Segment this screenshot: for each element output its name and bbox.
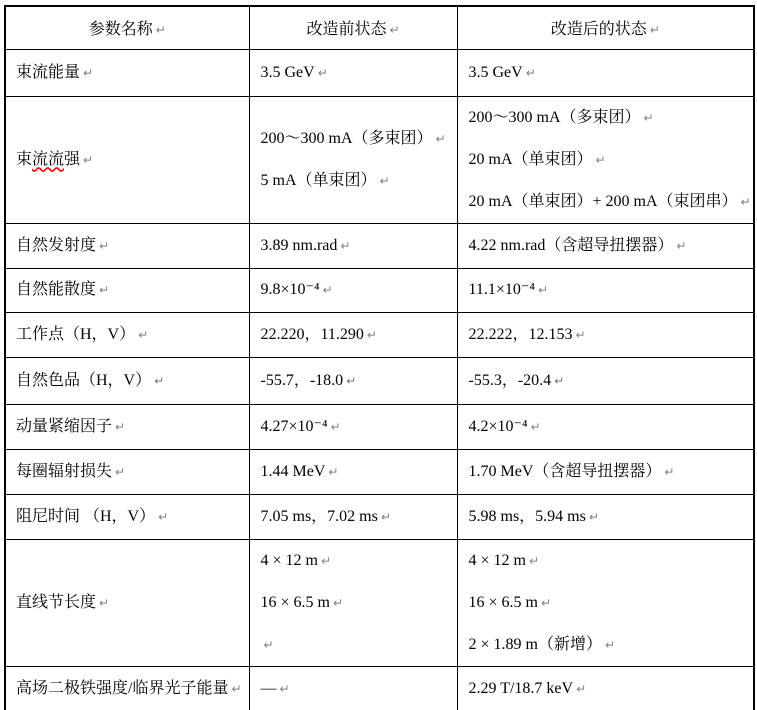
value-text: 5 mA（单束团） (260, 171, 377, 189)
value-text: 11.1×10⁻⁴ (468, 281, 535, 298)
before-value-cell (249, 223, 457, 268)
table-row (5, 404, 754, 449)
column-header-label: 参数名称 (88, 21, 153, 39)
paragraph-mark-icon: ↵ (155, 23, 166, 38)
value-text: 16 × 6.5 m (260, 593, 330, 611)
text-line (469, 668, 754, 710)
value-text: -55.7，-18.0 (260, 371, 344, 389)
text-line (16, 582, 249, 624)
before-value-cell (249, 449, 457, 494)
paragraph-mark-icon: ↵ (138, 327, 149, 342)
value-text: 2 × 1.89 m（新增） (468, 635, 602, 653)
text-line (16, 52, 249, 94)
paragraph-mark-icon: ↵ (115, 464, 126, 479)
paragraph-mark-icon: ↵ (379, 173, 390, 188)
value-text: 4.22 nm.rad（含超导扭摆器） (468, 236, 674, 254)
paragraph-mark-icon: ↵ (595, 152, 606, 167)
before-value-cell (249, 357, 457, 404)
paragraph-mark-icon: ↵ (263, 637, 274, 652)
before-value-cell (249, 539, 457, 666)
before-value-cell (249, 96, 457, 223)
paragraph-mark-icon: ↵ (576, 682, 587, 697)
paragraph-mark-icon: ↵ (330, 419, 341, 434)
table-row (5, 223, 754, 268)
before-value-cell (249, 312, 457, 357)
value-text: 3.89 nm.rad (260, 236, 338, 254)
text-line (469, 360, 754, 402)
text-line (261, 668, 457, 710)
paragraph-mark-icon: ↵ (83, 152, 94, 167)
paragraph-mark-icon: ↵ (154, 373, 165, 388)
param-text: 每圈辐射损失 (16, 462, 113, 480)
paragraph-mark-icon: ↵ (525, 65, 536, 80)
after-value-cell (457, 666, 754, 710)
paragraph-mark-icon: ↵ (83, 65, 94, 80)
value-text: 2.29 T/18.7 keV (468, 680, 574, 698)
param-name-cell (5, 223, 249, 268)
paragraph-mark-icon: ↵ (528, 553, 540, 568)
value-text: 4.27×10⁻⁴ (260, 417, 328, 435)
paragraph-mark-icon: ↵ (322, 283, 333, 297)
param-text: 自然能散度 (16, 281, 97, 298)
param-name-cell (5, 49, 249, 96)
value-text: 4.2×10⁻⁴ (468, 417, 528, 435)
value-text: 1.44 MeV (260, 462, 326, 480)
param-text: 高场二极铁强度/临界光子能量 (16, 680, 229, 698)
param-text: 束 (16, 150, 33, 168)
text-line (469, 451, 754, 493)
text-line (261, 624, 457, 666)
param-text: 自然色品（H，V） (16, 371, 152, 389)
text-line (469, 582, 754, 624)
text-line (469, 406, 754, 448)
text-line (469, 540, 754, 582)
table-row (5, 96, 754, 223)
paragraph-mark-icon: ↵ (588, 509, 599, 524)
paragraph-mark-icon: ↵ (664, 464, 675, 479)
after-value-cell (457, 268, 754, 312)
table-row (5, 49, 754, 96)
paragraph-mark-icon: ↵ (435, 131, 446, 146)
param-name-cell (5, 96, 249, 223)
param-text: 工作点（H，V） (16, 325, 136, 343)
column-header-label: 改造后的状态 (550, 21, 647, 39)
value-text: 5.98 ms，5.94 ms (468, 507, 586, 525)
paragraph-mark-icon: ↵ (99, 238, 110, 253)
value-text: 20 mA（单束团） (468, 150, 593, 168)
parameters-table (4, 5, 755, 710)
param-name-cell (5, 312, 249, 357)
value-text: 20 mA（单束团）+ 200 mA（束团串） (468, 192, 738, 210)
text-line (16, 269, 249, 311)
text-line (261, 52, 457, 94)
text-line (261, 360, 457, 402)
after-value-cell (457, 223, 754, 268)
text-line (469, 139, 754, 181)
value-text: — (260, 680, 277, 698)
paragraph-mark-icon: ↵ (279, 682, 290, 697)
paragraph-mark-icon: ↵ (99, 595, 110, 610)
text-line (469, 314, 754, 356)
value-text: 16 × 6.5 m (468, 593, 538, 611)
text-line (16, 496, 249, 538)
param-name-cell (5, 666, 249, 710)
text-line (261, 269, 457, 311)
param-name-cell (5, 494, 249, 539)
after-value-cell (457, 49, 754, 96)
text-line (469, 181, 754, 223)
paragraph-mark-icon: ↵ (575, 327, 586, 342)
paragraph-mark-icon: ↵ (530, 419, 541, 434)
paragraph-mark-icon: ↵ (554, 373, 565, 388)
paragraph-mark-icon: ↵ (740, 194, 751, 209)
paragraph-mark-icon: ↵ (537, 283, 549, 297)
value-text: 1.70 MeV（含超导扭摆器） (468, 462, 662, 480)
before-value-cell (249, 494, 457, 539)
paragraph-mark-icon: ↵ (366, 327, 377, 342)
text-line (469, 624, 754, 666)
paragraph-mark-icon: ↵ (346, 373, 357, 388)
table-row (5, 268, 754, 312)
param-name-cell (5, 357, 249, 404)
text-line (469, 496, 754, 538)
text-line (16, 225, 249, 267)
value-text: 9.8×10⁻⁴ (260, 281, 320, 298)
table-row (5, 449, 754, 494)
paragraph-mark-icon: ↵ (328, 464, 339, 479)
paragraph-mark-icon: ↵ (320, 553, 332, 568)
value-text: 200～300 mA（多束团） (468, 108, 641, 126)
after-value-cell (457, 449, 754, 494)
after-value-cell (457, 404, 754, 449)
text-line (261, 314, 457, 356)
paragraph-mark-icon: ↵ (604, 637, 616, 652)
value-text: 22.220，11.290 (260, 325, 364, 343)
paragraph-mark-icon: ↵ (643, 110, 654, 125)
value-text: 4 × 12 m (260, 551, 318, 569)
text-line (16, 451, 249, 493)
table-row (5, 312, 754, 357)
text-line (261, 225, 457, 267)
value-text: -55.3，-20.4 (468, 371, 552, 389)
text-line (16, 314, 249, 356)
before-value-cell (249, 404, 457, 449)
table-row (5, 666, 754, 710)
text-line (16, 139, 249, 181)
table-row (5, 357, 754, 404)
column-header-after (457, 6, 754, 49)
paragraph-mark-icon: ↵ (231, 682, 242, 697)
after-value-cell (457, 494, 754, 539)
value-text: 7.05 ms，7.02 ms (260, 507, 378, 525)
table-header-row (5, 6, 754, 49)
paragraph-mark-icon: ↵ (332, 595, 344, 610)
table-row (5, 494, 754, 539)
paragraph-mark-icon: ↵ (380, 509, 391, 524)
table-row (5, 539, 754, 666)
value-text: 4 × 12 m (468, 551, 526, 569)
before-value-cell (249, 666, 457, 710)
after-value-cell (457, 539, 754, 666)
paragraph-mark-icon: ↵ (540, 595, 552, 610)
param-text: 动量紧缩因子 (16, 417, 113, 435)
param-text: 阻尼时间 （H，V） (16, 507, 156, 525)
after-value-cell (457, 96, 754, 223)
value-text: 3.5 GeV (468, 63, 523, 81)
text-line (16, 668, 249, 710)
param-text: 强 (64, 150, 81, 168)
before-value-cell (249, 49, 457, 96)
text-line (469, 225, 754, 267)
paragraph-mark-icon: ↵ (158, 509, 169, 524)
text-line (469, 97, 754, 139)
after-value-cell (457, 312, 754, 357)
spellcheck-marked-text: 流流 (32, 150, 65, 168)
param-text: 直线节长度 (16, 593, 97, 611)
text-line (16, 406, 249, 448)
param-name-cell (5, 449, 249, 494)
column-header-before (249, 6, 457, 49)
param-text: 束流能量 (16, 63, 81, 81)
param-text: 自然发射度 (16, 236, 97, 254)
param-name-cell (5, 404, 249, 449)
column-header-label: 改造前状态 (306, 21, 387, 39)
paragraph-mark-icon: ↵ (99, 283, 110, 297)
text-line (261, 451, 457, 493)
paragraph-mark-icon: ↵ (649, 23, 660, 38)
param-name-cell (5, 268, 249, 312)
before-value-cell (249, 268, 457, 312)
column-header-param (5, 6, 249, 49)
value-text: 200～300 mA（多束团） (260, 129, 433, 147)
paragraph-mark-icon: ↵ (389, 23, 400, 38)
after-value-cell (457, 357, 754, 404)
paragraph-mark-icon: ↵ (115, 419, 126, 434)
param-name-cell (5, 539, 249, 666)
text-line (16, 360, 249, 402)
value-text: 3.5 GeV (260, 63, 315, 81)
paragraph-mark-icon: ↵ (317, 65, 328, 80)
value-text: 22.222，12.153 (468, 325, 573, 343)
paragraph-mark-icon: ↵ (340, 238, 351, 253)
text-line (469, 269, 754, 311)
text-line (261, 118, 457, 160)
text-line (261, 582, 457, 624)
text-line (469, 52, 754, 94)
paragraph-mark-icon: ↵ (676, 238, 687, 253)
text-line (261, 160, 457, 202)
text-line (261, 540, 457, 582)
text-line (261, 496, 457, 538)
text-line (261, 406, 457, 448)
